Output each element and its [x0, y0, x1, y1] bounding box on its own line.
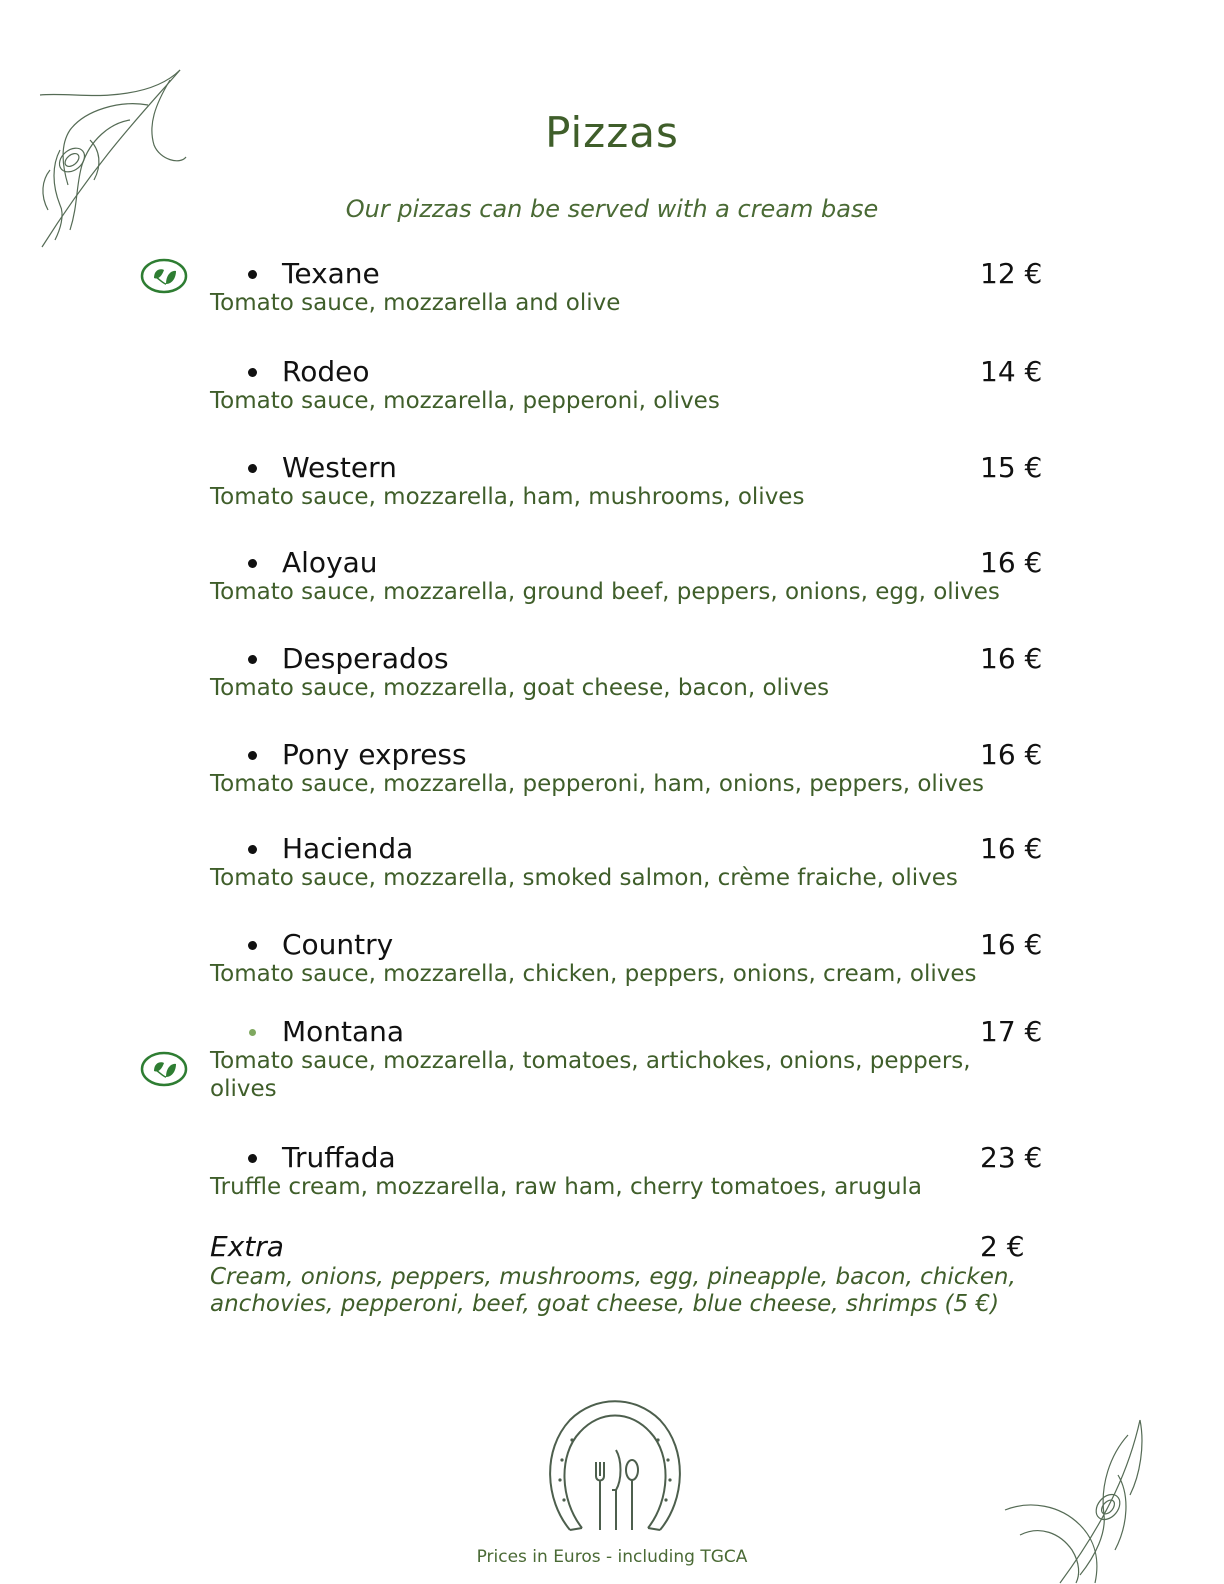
item-name: Rodeo: [282, 355, 370, 388]
item-name: Hacienda: [282, 832, 414, 865]
item-name: Truffada: [282, 1141, 396, 1174]
bullet-icon: [248, 751, 257, 760]
item-name: Aloyau: [282, 546, 378, 579]
menu-item: [210, 1015, 1050, 1103]
bullet-icon: [249, 1029, 256, 1036]
bullet-icon: [248, 655, 257, 664]
bullet-icon: [248, 1154, 257, 1163]
menu-item: [210, 738, 1050, 798]
bullet-icon: [248, 368, 257, 377]
item-price: 12 €: [980, 257, 1043, 290]
item-description: Tomato sauce, mozzarella, pepperoni, olives: [210, 388, 720, 414]
menu-item: [210, 451, 1050, 511]
item-price: 17 €: [980, 1015, 1043, 1048]
peacock-feather-icon: [30, 65, 190, 255]
item-description: Tomato sauce, mozzarella, tomatoes, artichokes, onions, peppers, olives: [210, 1048, 971, 1102]
item-name: Montana: [282, 1015, 405, 1048]
item-name: Desperados: [282, 642, 449, 675]
item-description: Tomato sauce, mozzarella, ham, mushrooms, olives: [210, 484, 805, 510]
item-price: 16 €: [980, 642, 1043, 675]
bullet-icon: [248, 464, 257, 473]
menu-item: [210, 546, 1050, 606]
menu-item: [210, 1141, 1050, 1201]
vegetarian-leaf-icon: [140, 1051, 188, 1087]
item-price: 16 €: [980, 832, 1043, 865]
price-note-footer: Prices in Euros - including TGCA: [476, 1547, 748, 1567]
item-name: Texane: [282, 257, 380, 290]
menu-item: [210, 355, 1050, 415]
bullet-icon: [248, 941, 257, 950]
item-description: Tomato sauce, mozzarella, goat cheese, bacon, olives: [210, 675, 830, 701]
item-name: Pony express: [282, 738, 467, 771]
item-description: Truffle cream, mozzarella, raw ham, cherry tomatoes, arugula: [210, 1174, 922, 1200]
menu-item: [210, 257, 1050, 317]
vegetarian-leaf-icon: [140, 258, 188, 294]
menu-item: [210, 928, 1050, 988]
page-title: Pizzas: [545, 108, 679, 157]
menu-item: [210, 832, 1050, 892]
horseshoe-cutlery-icon: [540, 1390, 690, 1540]
bullet-icon: [248, 845, 257, 854]
item-price: 16 €: [980, 546, 1043, 579]
extra-description: Cream, onions, peppers, mushrooms, egg, pineapple, bacon, chicken, anchovies, pepperoni, beef, goat cheese, blue cheese, shrimps (5 €): [210, 1264, 1016, 1317]
bullet-icon: [248, 270, 257, 279]
item-name: Country: [282, 928, 394, 961]
extra-price: 2 €: [980, 1230, 1025, 1263]
item-price: 23 €: [980, 1141, 1043, 1174]
bullet-icon: [248, 559, 257, 568]
item-description: Tomato sauce, mozzarella, ground beef, peppers, onions, egg, olives: [210, 579, 1000, 605]
item-price: 14 €: [980, 355, 1043, 388]
item-description: Tomato sauce, mozzarella, pepperoni, ham, onions, peppers, olives: [210, 771, 984, 797]
item-name: Western: [282, 451, 397, 484]
item-price: 15 €: [980, 451, 1043, 484]
extra-section: [210, 1230, 1070, 1318]
menu-item: [210, 642, 1050, 702]
peacock-feather-icon: [1000, 1415, 1160, 1584]
item-description: Tomato sauce, mozzarella, smoked salmon, crème fraiche, olives: [210, 865, 958, 891]
item-price: 16 €: [980, 738, 1043, 771]
page-subtitle: Our pizzas can be served with a cream base: [345, 195, 879, 223]
item-description: Tomato sauce, mozzarella, chicken, peppers, onions, cream, olives: [210, 961, 977, 987]
extra-label: Extra: [210, 1230, 284, 1263]
item-price: 16 €: [980, 928, 1043, 961]
item-description: Tomato sauce, mozzarella and olive: [210, 290, 621, 316]
